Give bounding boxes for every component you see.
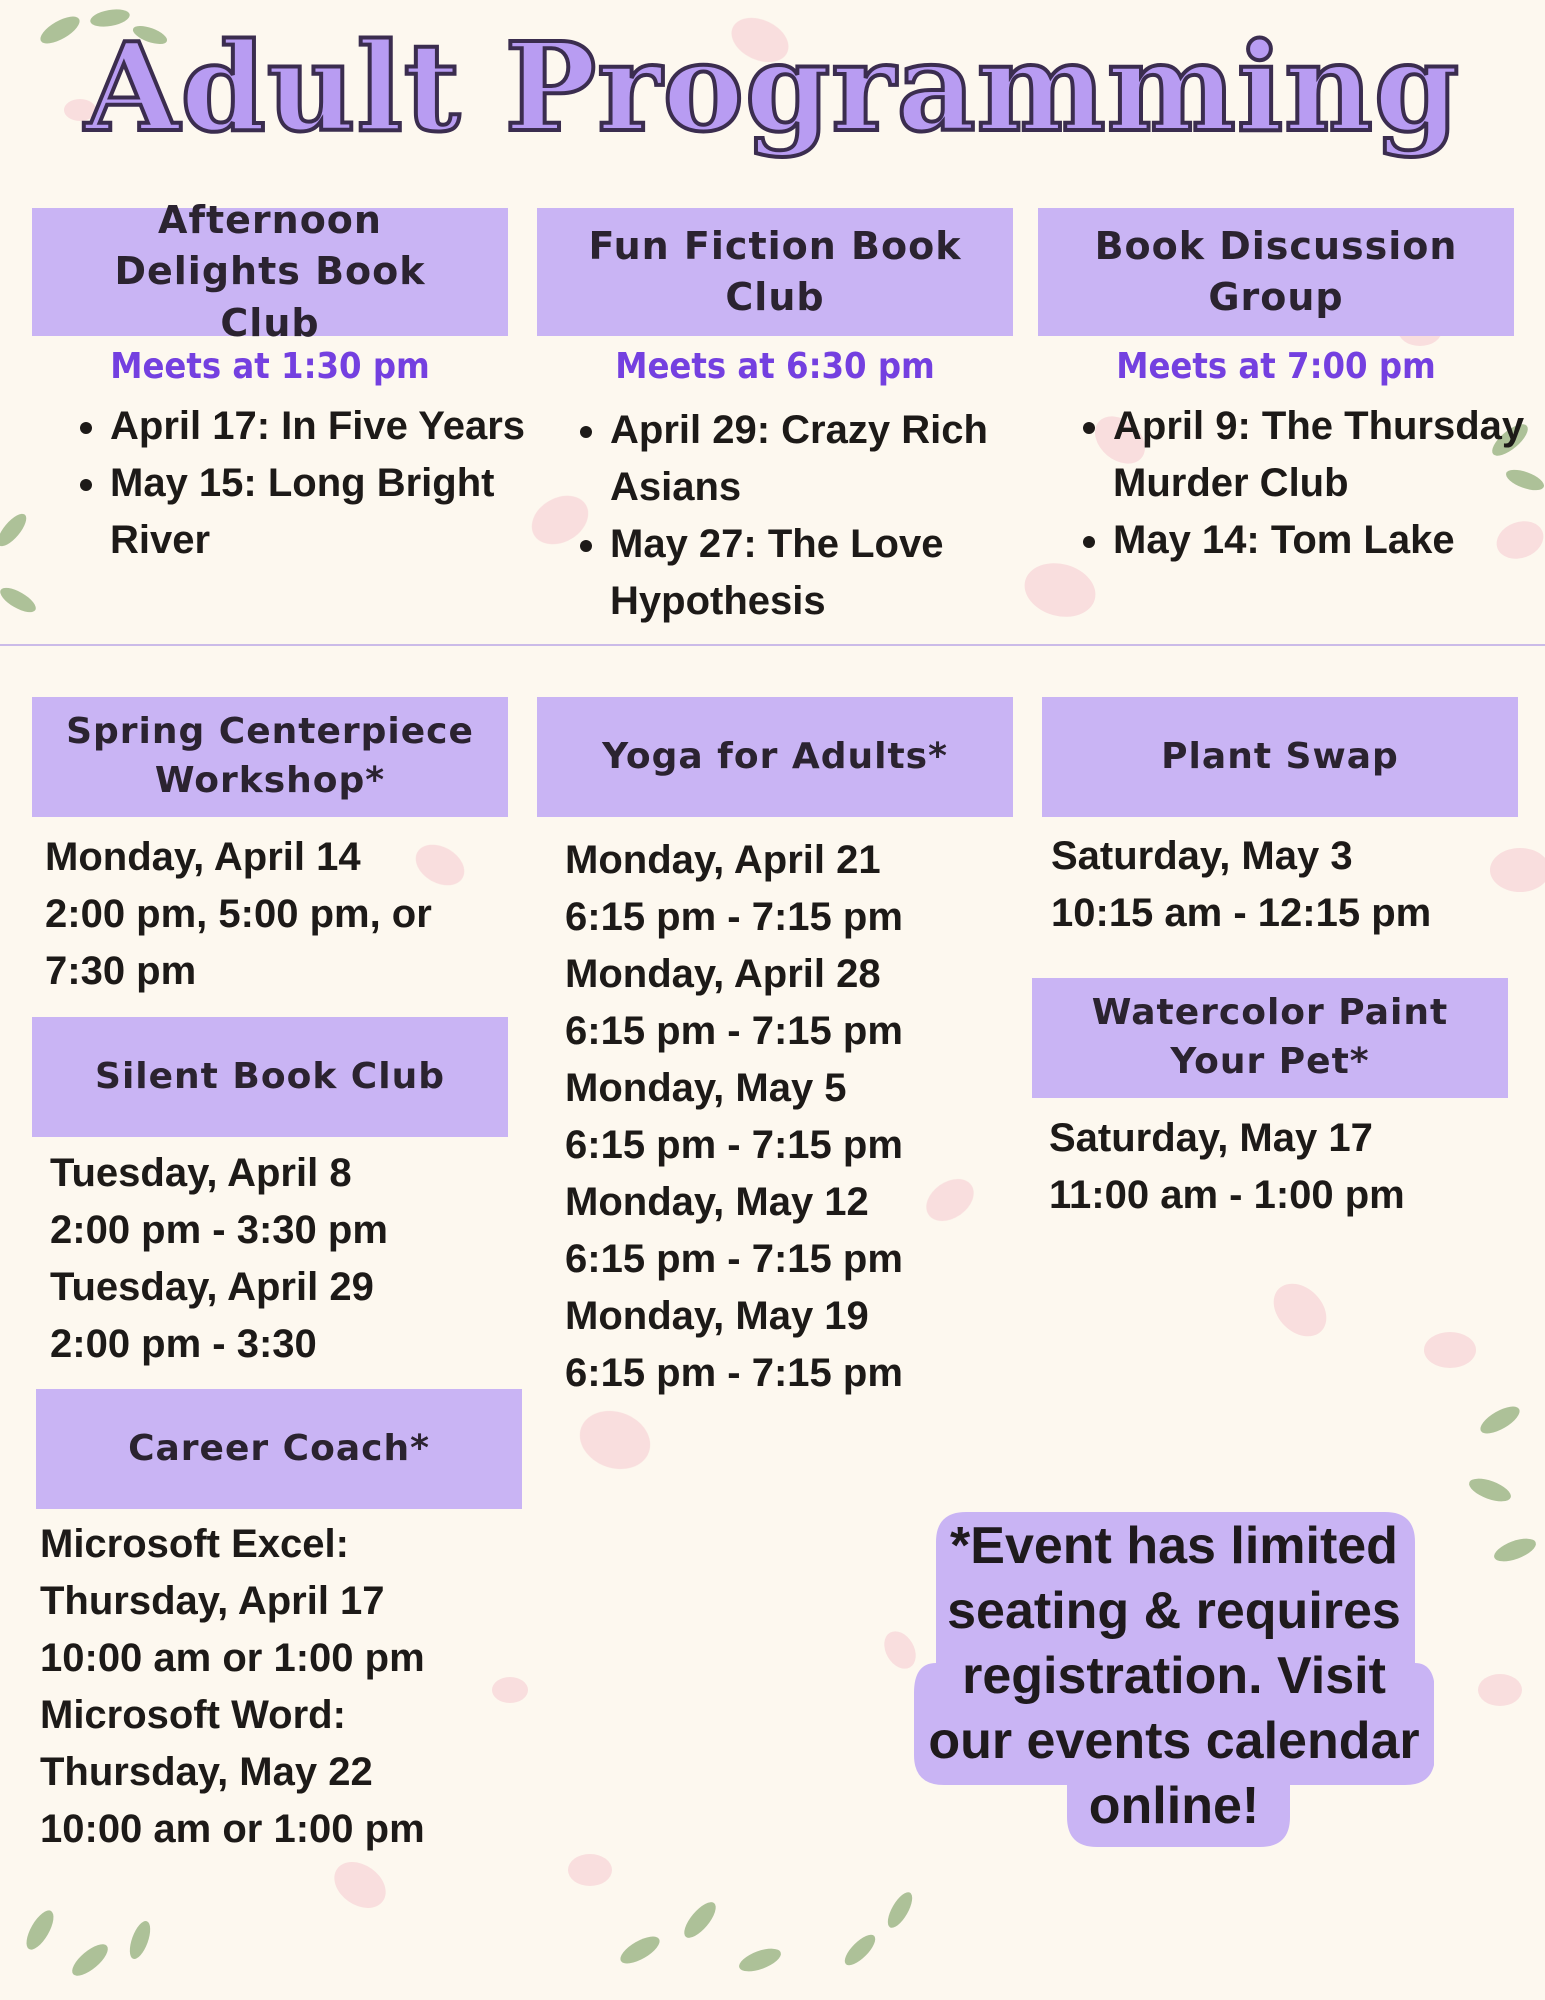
event-details	[1049, 1110, 1405, 1224]
detail-line: Saturday, May 17	[1049, 1116, 1373, 1160]
list-item: • May 15: Long Bright River	[110, 455, 540, 569]
header-silent-book-club	[32, 1017, 508, 1137]
detail-line: Microsoft Excel:	[40, 1522, 349, 1566]
header-label: Silent Book Club	[95, 1055, 445, 1097]
page-title: Adult Programming	[84, 15, 1461, 159]
list-item: • May 14: Tom Lake	[1113, 512, 1533, 569]
list-item: • April 17: In Five Years	[110, 398, 540, 455]
header-spring-centerpiece	[32, 697, 508, 817]
detail-line: 6:15 pm - 7:15 pm	[565, 1237, 903, 1281]
detail-line: 2:00 pm - 3:30	[50, 1322, 317, 1366]
event-details	[50, 1145, 388, 1373]
detail-line: Monday, April 21	[565, 838, 881, 882]
detail-line: 10:15 am - 12:15 pm	[1051, 891, 1432, 935]
note-line: seating & requires	[947, 1582, 1401, 1640]
header-label: Plant Swap	[1161, 735, 1399, 777]
header-label: Fun Fiction Book Club	[588, 223, 962, 319]
detail-line: Thursday, April 17	[40, 1579, 385, 1623]
event-details	[1051, 828, 1431, 942]
detail-line: 7:30 pm	[45, 949, 197, 993]
detail-line: 6:15 pm - 7:15 pm	[565, 1123, 903, 1167]
meets-time: Meets at 7:00 pm	[1116, 346, 1436, 387]
detail-line: 6:15 pm - 7:15 pm	[565, 895, 903, 939]
book-list	[1073, 398, 1533, 569]
header-label: Yoga for Adults*	[602, 735, 948, 777]
header-label: Spring Centerpiece Workshop*	[66, 711, 474, 801]
header-label: Watercolor Paint Your Pet*	[1091, 992, 1449, 1082]
header-yoga	[537, 697, 1013, 817]
registration-note	[914, 1512, 1434, 1847]
detail-line: Monday, May 19	[565, 1294, 869, 1338]
event-details	[45, 829, 432, 1000]
detail-line: 10:00 am or 1:00 pm	[40, 1807, 425, 1851]
detail-line: Monday, May 12	[565, 1180, 869, 1224]
detail-line: Monday, April 14	[45, 835, 361, 879]
book-list	[70, 398, 540, 569]
detail-line: 2:00 pm - 3:30 pm	[50, 1208, 388, 1252]
detail-line: Tuesday, April 29	[50, 1265, 374, 1309]
header-career-coach	[36, 1389, 522, 1509]
list-item: • May 27: The Love Hypothesis	[610, 516, 1050, 630]
header-plant-swap	[1042, 697, 1518, 817]
detail-line: Monday, May 5	[565, 1066, 847, 1110]
detail-line: 6:15 pm - 7:15 pm	[565, 1009, 903, 1053]
section-divider	[0, 644, 1545, 646]
meets-time: Meets at 1:30 pm	[110, 346, 430, 387]
header-label: Afternoon Delights Book Club	[114, 198, 426, 345]
detail-line: Microsoft Word:	[40, 1693, 346, 1737]
detail-line: 6:15 pm - 7:15 pm	[565, 1351, 903, 1395]
note-line: registration. Visit	[962, 1647, 1386, 1705]
header-book-discussion	[1038, 208, 1514, 336]
detail-line: 11:00 am - 1:00 pm	[1049, 1173, 1405, 1217]
header-fun-fiction	[537, 208, 1013, 336]
header-label: Book Discussion Group	[1094, 223, 1458, 319]
note-text	[914, 1512, 1434, 1839]
detail-line: Thursday, May 22	[40, 1750, 373, 1794]
book-list	[570, 402, 1050, 630]
detail-line: Monday, April 28	[565, 952, 881, 996]
list-item: • April 9: The Thursday Murder Club	[1113, 398, 1533, 512]
note-line: our events calendar	[928, 1712, 1420, 1770]
event-details	[565, 832, 903, 1402]
list-item: • April 29: Crazy Rich Asians	[610, 402, 1050, 516]
meets-time: Meets at 6:30 pm	[615, 346, 935, 387]
header-afternoon-delights	[32, 198, 508, 345]
detail-line: Saturday, May 3	[1051, 834, 1353, 878]
detail-line: 2:00 pm, 5:00 pm, or	[45, 892, 432, 936]
note-line: *Event has limited	[950, 1517, 1398, 1575]
note-line: online!	[1088, 1777, 1260, 1835]
header-label: Career Coach*	[128, 1427, 430, 1469]
detail-line: 10:00 am or 1:00 pm	[40, 1636, 425, 1680]
detail-line: Tuesday, April 8	[50, 1151, 352, 1195]
header-watercolor	[1032, 978, 1508, 1098]
event-details	[40, 1516, 425, 1858]
